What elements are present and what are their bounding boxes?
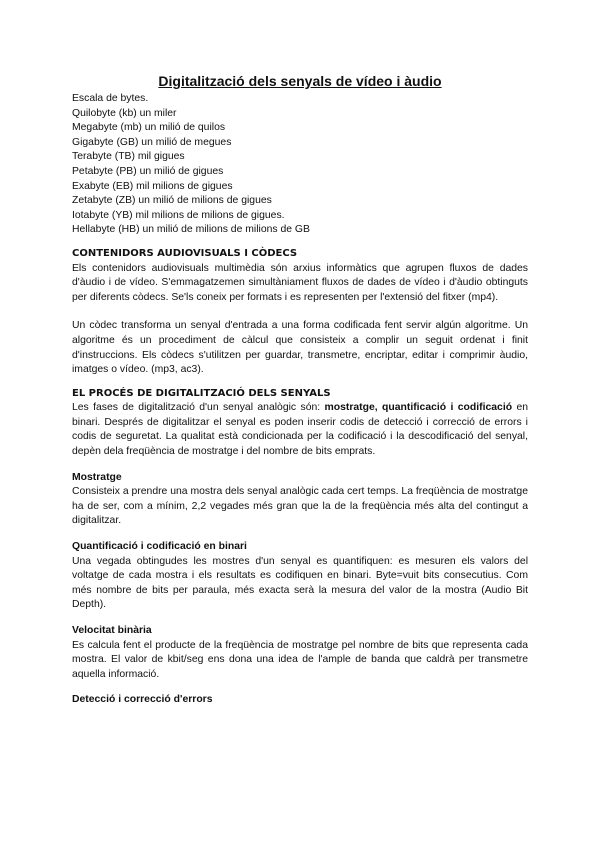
byte-scale-heading: Escala de bytes.	[72, 93, 149, 104]
byte-scale-list	[72, 107, 528, 238]
quantization-paragraph: Una vegada obtingudes les mostres d'un senyal es quantifiquen: es mesuren els valors del voltatge de cada mostra i els resultats es codifiquen en binari. Byte=vuit bits consecutius. Com més nombre de bits per paraula, més exacta serà la mesura del valor de la mostra (Audio Bit Depth).	[72, 555, 528, 611]
byte-scale-item: Hellabyte (HB) un milió de milions de milions de GB	[72, 224, 310, 236]
byte-scale-item: Terabyte (TB) mil gigues	[72, 151, 185, 163]
page-title: Digitalització dels senyals de vídeo i àudio	[158, 73, 442, 89]
byte-scale-item: Gigabyte (GB) un milió de megues	[72, 136, 232, 148]
process-phases-bold: mostratge, quantificació i codificació	[324, 402, 513, 414]
byte-scale-item: Quilobyte (kb) un miler	[72, 107, 177, 119]
sampling-paragraph: Consisteix a prendre una mostra dels senyal analògic cada cert temps. La freqüència de mostratge ha de ser, com a mínim, 2,2 vegades més gran que la de la freqüència més alta del contingut a digitalitzar.	[72, 486, 528, 527]
quantization-heading: Quantificació i codificació en binari	[72, 541, 247, 553]
document-page	[72, 72, 528, 708]
process-rest-text: en binari. Després de digitalitzar el senyal es poden inserir codis de detecció i correcció de errors i codis de seguretat. La qualitat està condicionada per la codificació i la descodificació del senyal, depèn dela freqüència de mostratge i del nombre de bits emprats.	[72, 402, 529, 458]
byte-scale-item: Petabyte (PB) un milió de gigues	[72, 165, 224, 177]
process-paragraph	[72, 401, 528, 459]
sampling-heading: Mostratge	[72, 471, 122, 483]
containers-heading: CONTENIDORS AUDIOVISUALS I CÒDECS	[72, 247, 298, 259]
bitrate-paragraph: Es calcula fent el producte de la freqüència de mostratge pel nombre de bits que representa cada mostra. El valor de kbit/seg ens dona una idea de l'ample de banda que caldrà per transmetre aquella informació.	[72, 639, 528, 680]
byte-scale-item: Exabyte (EB) mil milions de gigues	[72, 180, 233, 192]
error-detection-heading: Detecció i correcció d'errors	[72, 694, 213, 706]
byte-scale-item: Megabyte (mb) un milió de quilos	[72, 122, 226, 134]
process-heading: EL PROCÉS DE DIGITALITZACIÓ DELS SENYALS	[72, 387, 331, 399]
containers-paragraph: Els contenidors audiovisuals multimèdia són arxius informàtics que agrupen fluxos de dades d'àudio i de vídeo. S'emmagatzemen simultàniament fluxos de dades de vídeo i d'àudio obtinguts per diferents còdecs. Se'ls coneix per formats i es representen per l'extensió del fitxer (mp4).	[72, 262, 528, 303]
byte-scale-item: Zetabyte (ZB) un milió de milions de gigues	[72, 195, 272, 207]
process-intro-text: Les fases de digitalització d'un senyal analògic són:	[72, 402, 325, 414]
codecs-paragraph: Un còdec transforma un senyal d'entrada a una forma codificada fent servir algún algoritme. Un algoritme és un procediment de càlcul que consisteix a complir un seguit ordenat i finit d'instruccions. Els còdecs s'utilitzen per guardar, transmetre, encriptar, editar i comprimir àudio, imatges o vídeo. (mp3, ac3).	[72, 320, 528, 376]
byte-scale-item: Iotabyte (YB) mil milions de milions de gigues.	[72, 209, 285, 221]
bitrate-heading: Velocitat binària	[72, 625, 152, 636]
